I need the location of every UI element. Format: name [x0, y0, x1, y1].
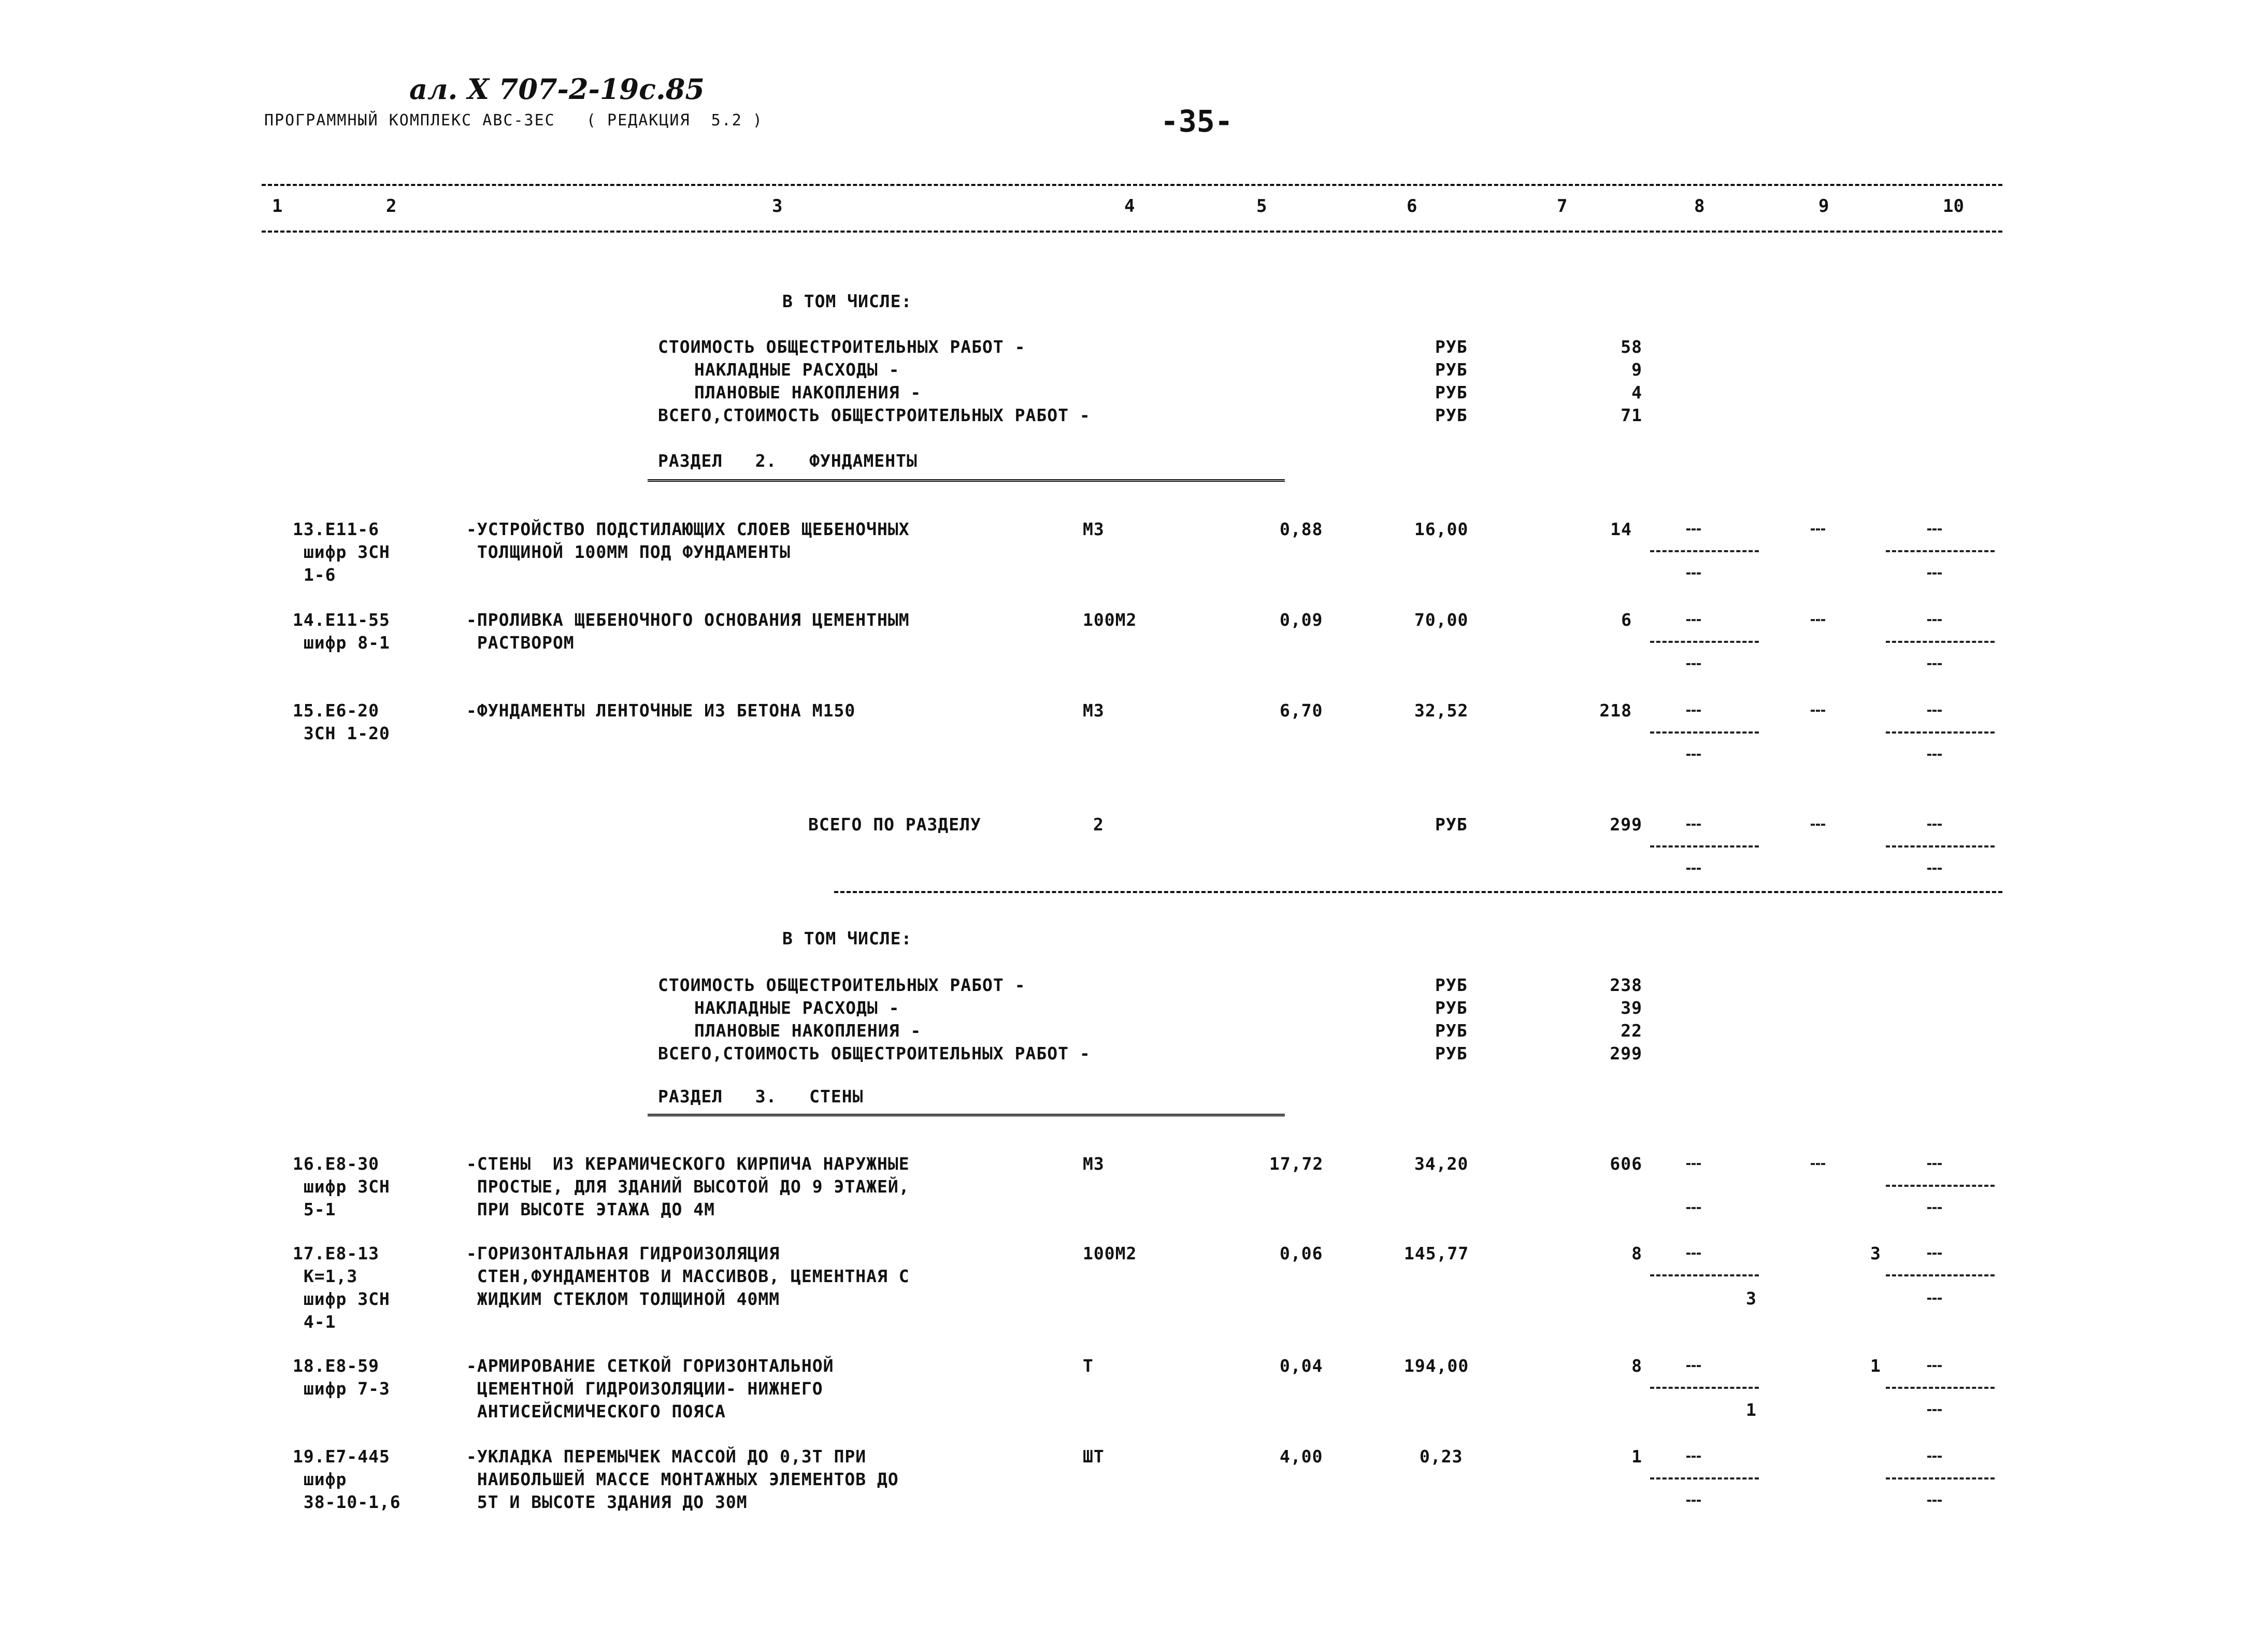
row-description: -ПРОЛИВКА ЩЕБЕНОЧНОГО ОСНОВАНИЯ ЦЕМЕНТНЫМ РАСТВОРОМ — [466, 610, 910, 653]
section3-underline — [648, 1114, 1285, 1116]
section2-title: РАЗДЕЛ 2. ФУНДАМЕНТЫ — [658, 451, 918, 471]
summary2-unit: РУБ — [1435, 998, 1468, 1018]
row-quantity: 0,09 — [1280, 610, 1323, 630]
row-total: 218 — [1599, 700, 1632, 721]
row-unit: 100М2 — [1083, 1243, 1137, 1263]
section-total-value: 299 — [1610, 814, 1642, 835]
row-price: 194,00 — [1404, 1356, 1469, 1376]
summary1-value: 71 — [1621, 405, 1642, 425]
summary1-unit: РУБ — [1435, 337, 1468, 357]
section-total-number: 2 — [1093, 814, 1104, 835]
section2-underline — [648, 479, 1285, 482]
summary2-line: НАКЛАДНЫЕ РАСХОДЫ - — [694, 998, 900, 1018]
row-col8: 1 — [1746, 1400, 1757, 1420]
summary2-line: ПЛАНОВЫЕ НАКОПЛЕНИЯ - — [694, 1021, 922, 1041]
row-code: 15.Е6-20 3СН 1-20 — [293, 700, 390, 743]
summary2-title: В ТОМ ЧИСЛЕ: — [782, 928, 912, 949]
summary2-unit: РУБ — [1435, 975, 1468, 995]
row-total: 8 — [1631, 1243, 1642, 1263]
summary1-title: В ТОМ ЧИСЛЕ: — [782, 291, 912, 311]
row-price: 34,20 — [1414, 1154, 1469, 1174]
row-quantity: 17,72 — [1269, 1154, 1324, 1174]
col-10: 10 — [1943, 196, 1964, 217]
row-price: 16,00 — [1414, 519, 1469, 539]
row-unit: М3 — [1083, 519, 1105, 539]
col-6: 6 — [1407, 196, 1417, 217]
col-1: 1 — [272, 196, 283, 217]
row-description: -ФУНДАМЕНТЫ ЛЕНТОЧНЫЕ ИЗ БЕТОНА М150 — [466, 700, 856, 721]
summary2-value: 299 — [1610, 1043, 1642, 1064]
section-divider — [834, 891, 2002, 893]
document-stamp: ал. X 707-2-19с.85 — [409, 73, 705, 106]
row-unit: М3 — [1083, 1154, 1105, 1174]
row-description: -АРМИРОВАНИЕ СЕТКОЙ ГОРИЗОНТАЛЬНОЙ ЦЕМЕНТНОЙ ГИДРОИЗОЛЯЦИИ- НИЖНЕГО АНТИСЕЙСМИЧЕСКОГО ПОЯСА — [466, 1356, 834, 1421]
summary1-line: ПЛАНОВЫЕ НАКОПЛЕНИЯ - — [694, 382, 922, 403]
row-unit: Т — [1083, 1356, 1094, 1376]
row-price: 0,23 — [1420, 1446, 1463, 1467]
row-col9: 1 — [1870, 1356, 1881, 1376]
section3-title: РАЗДЕЛ 3. СТЕНЫ — [658, 1086, 864, 1107]
summary2-value: 39 — [1621, 998, 1642, 1018]
summary1-unit: РУБ — [1435, 382, 1468, 403]
row-total: 606 — [1610, 1154, 1642, 1174]
row-total: 14 — [1610, 519, 1632, 539]
row-quantity: 0,88 — [1280, 519, 1323, 539]
col-7: 7 — [1557, 196, 1568, 217]
summary2-line: СТОИМОСТЬ ОБЩЕСТРОИТЕЛЬНЫХ РАБОТ - — [658, 975, 1026, 995]
row-description: -ГОРИЗОНТАЛЬНАЯ ГИДРОИЗОЛЯЦИЯ СТЕН,ФУНДАМЕНТОВ И МАССИВОВ, ЦЕМЕНТНАЯ С ЖИДКИМ СТЕКЛОМ ТОЛЩИНОЙ 40ММ — [466, 1243, 910, 1309]
summary1-unit: РУБ — [1435, 360, 1468, 380]
col-9: 9 — [1818, 196, 1829, 217]
col-4: 4 — [1124, 196, 1135, 217]
program-title: ПРОГРАММНЫЙ КОМПЛЕКС АВС-3ЕС ( РЕДАКЦИЯ 5.2 ) — [264, 111, 763, 130]
row-code: 19.Е7-445 шифр 38-10-1,6 — [293, 1446, 401, 1512]
row-total: 1 — [1631, 1446, 1642, 1467]
page-number: -35- — [1160, 104, 1233, 139]
row-code: 17.Е8-13 К=1,3 шифр 3СН 4-1 — [293, 1243, 390, 1332]
summary2-value: 238 — [1610, 975, 1642, 995]
row-quantity: 0,06 — [1280, 1243, 1323, 1263]
row-code: 16.Е8-30 шифр 3СН 5-1 — [293, 1154, 390, 1219]
summary1-value: 9 — [1631, 360, 1642, 380]
summary1-value: 4 — [1631, 382, 1642, 403]
summary2-unit: РУБ — [1435, 1021, 1468, 1041]
row-col9: 3 — [1870, 1243, 1881, 1263]
col-3: 3 — [772, 196, 783, 217]
col-5: 5 — [1256, 196, 1267, 217]
summary1-line: НАКЛАДНЫЕ РАСХОДЫ - — [694, 360, 900, 380]
row-description: -СТЕНЫ ИЗ КЕРАМИЧЕСКОГО КИРПИЧА НАРУЖНЫЕ ПРОСТЫЕ, ДЛЯ ЗДАНИЙ ВЫСОТОЙ ДО 9 ЭТАЖЕЙ, ПРИ ВЫСОТЕ ЭТАЖА ДО 4М — [466, 1154, 910, 1219]
row-col8: 3 — [1746, 1288, 1757, 1309]
summary2-unit: РУБ — [1435, 1043, 1468, 1064]
row-unit: М3 — [1083, 700, 1105, 721]
row-quantity: 4,00 — [1280, 1446, 1323, 1467]
row-code: 18.Е8-59 шифр 7-3 — [293, 1356, 390, 1399]
summary2-value: 22 — [1621, 1021, 1642, 1041]
row-total: 8 — [1631, 1356, 1642, 1376]
row-quantity: 6,70 — [1280, 700, 1323, 721]
header-rule-bottom — [262, 231, 2002, 233]
col-2: 2 — [386, 196, 397, 217]
row-description: -УСТРОЙСТВО ПОДСТИЛАЮЩИХ СЛОЕВ ЩЕБЕНОЧНЫХ ТОЛЩИНОЙ 100ММ ПОД ФУНДАМЕНТЫ — [466, 519, 910, 562]
summary1-line: ВСЕГО,СТОИМОСТЬ ОБЩЕСТРОИТЕЛЬНЫХ РАБОТ - — [658, 405, 1091, 425]
row-total: 6 — [1621, 610, 1632, 630]
section-total-unit: РУБ — [1435, 814, 1468, 835]
row-code: 14.Е11-55 шифр 8-1 — [293, 610, 390, 653]
summary1-value: 58 — [1621, 337, 1642, 357]
summary2-line: ВСЕГО,СТОИМОСТЬ ОБЩЕСТРОИТЕЛЬНЫХ РАБОТ - — [658, 1043, 1091, 1064]
summary1-unit: РУБ — [1435, 405, 1468, 425]
row-code: 13.Е11-6 шифр 3СН 1-6 — [293, 519, 390, 585]
col-8: 8 — [1694, 196, 1705, 217]
row-unit: ШТ — [1083, 1446, 1105, 1467]
header-rule-top — [262, 184, 2002, 186]
row-price: 145,77 — [1404, 1243, 1469, 1263]
row-description: -УКЛАДКА ПЕРЕМЫЧЕК МАССОЙ ДО 0,3Т ПРИ НАИБОЛЬШЕЙ МАССЕ МОНТАЖНЫХ ЭЛЕМЕНТОВ ДО 5Т И ВЫСОТЕ ЗДАНИЯ ДО 30М — [466, 1446, 899, 1512]
row-price: 32,52 — [1414, 700, 1469, 721]
summary1-line: СТОИМОСТЬ ОБЩЕСТРОИТЕЛЬНЫХ РАБОТ - — [658, 337, 1026, 357]
row-price: 70,00 — [1414, 610, 1469, 630]
row-unit: 100М2 — [1083, 610, 1137, 630]
row-quantity: 0,04 — [1280, 1356, 1323, 1376]
section-total-label: ВСЕГО ПО РАЗДЕЛУ — [808, 814, 981, 835]
